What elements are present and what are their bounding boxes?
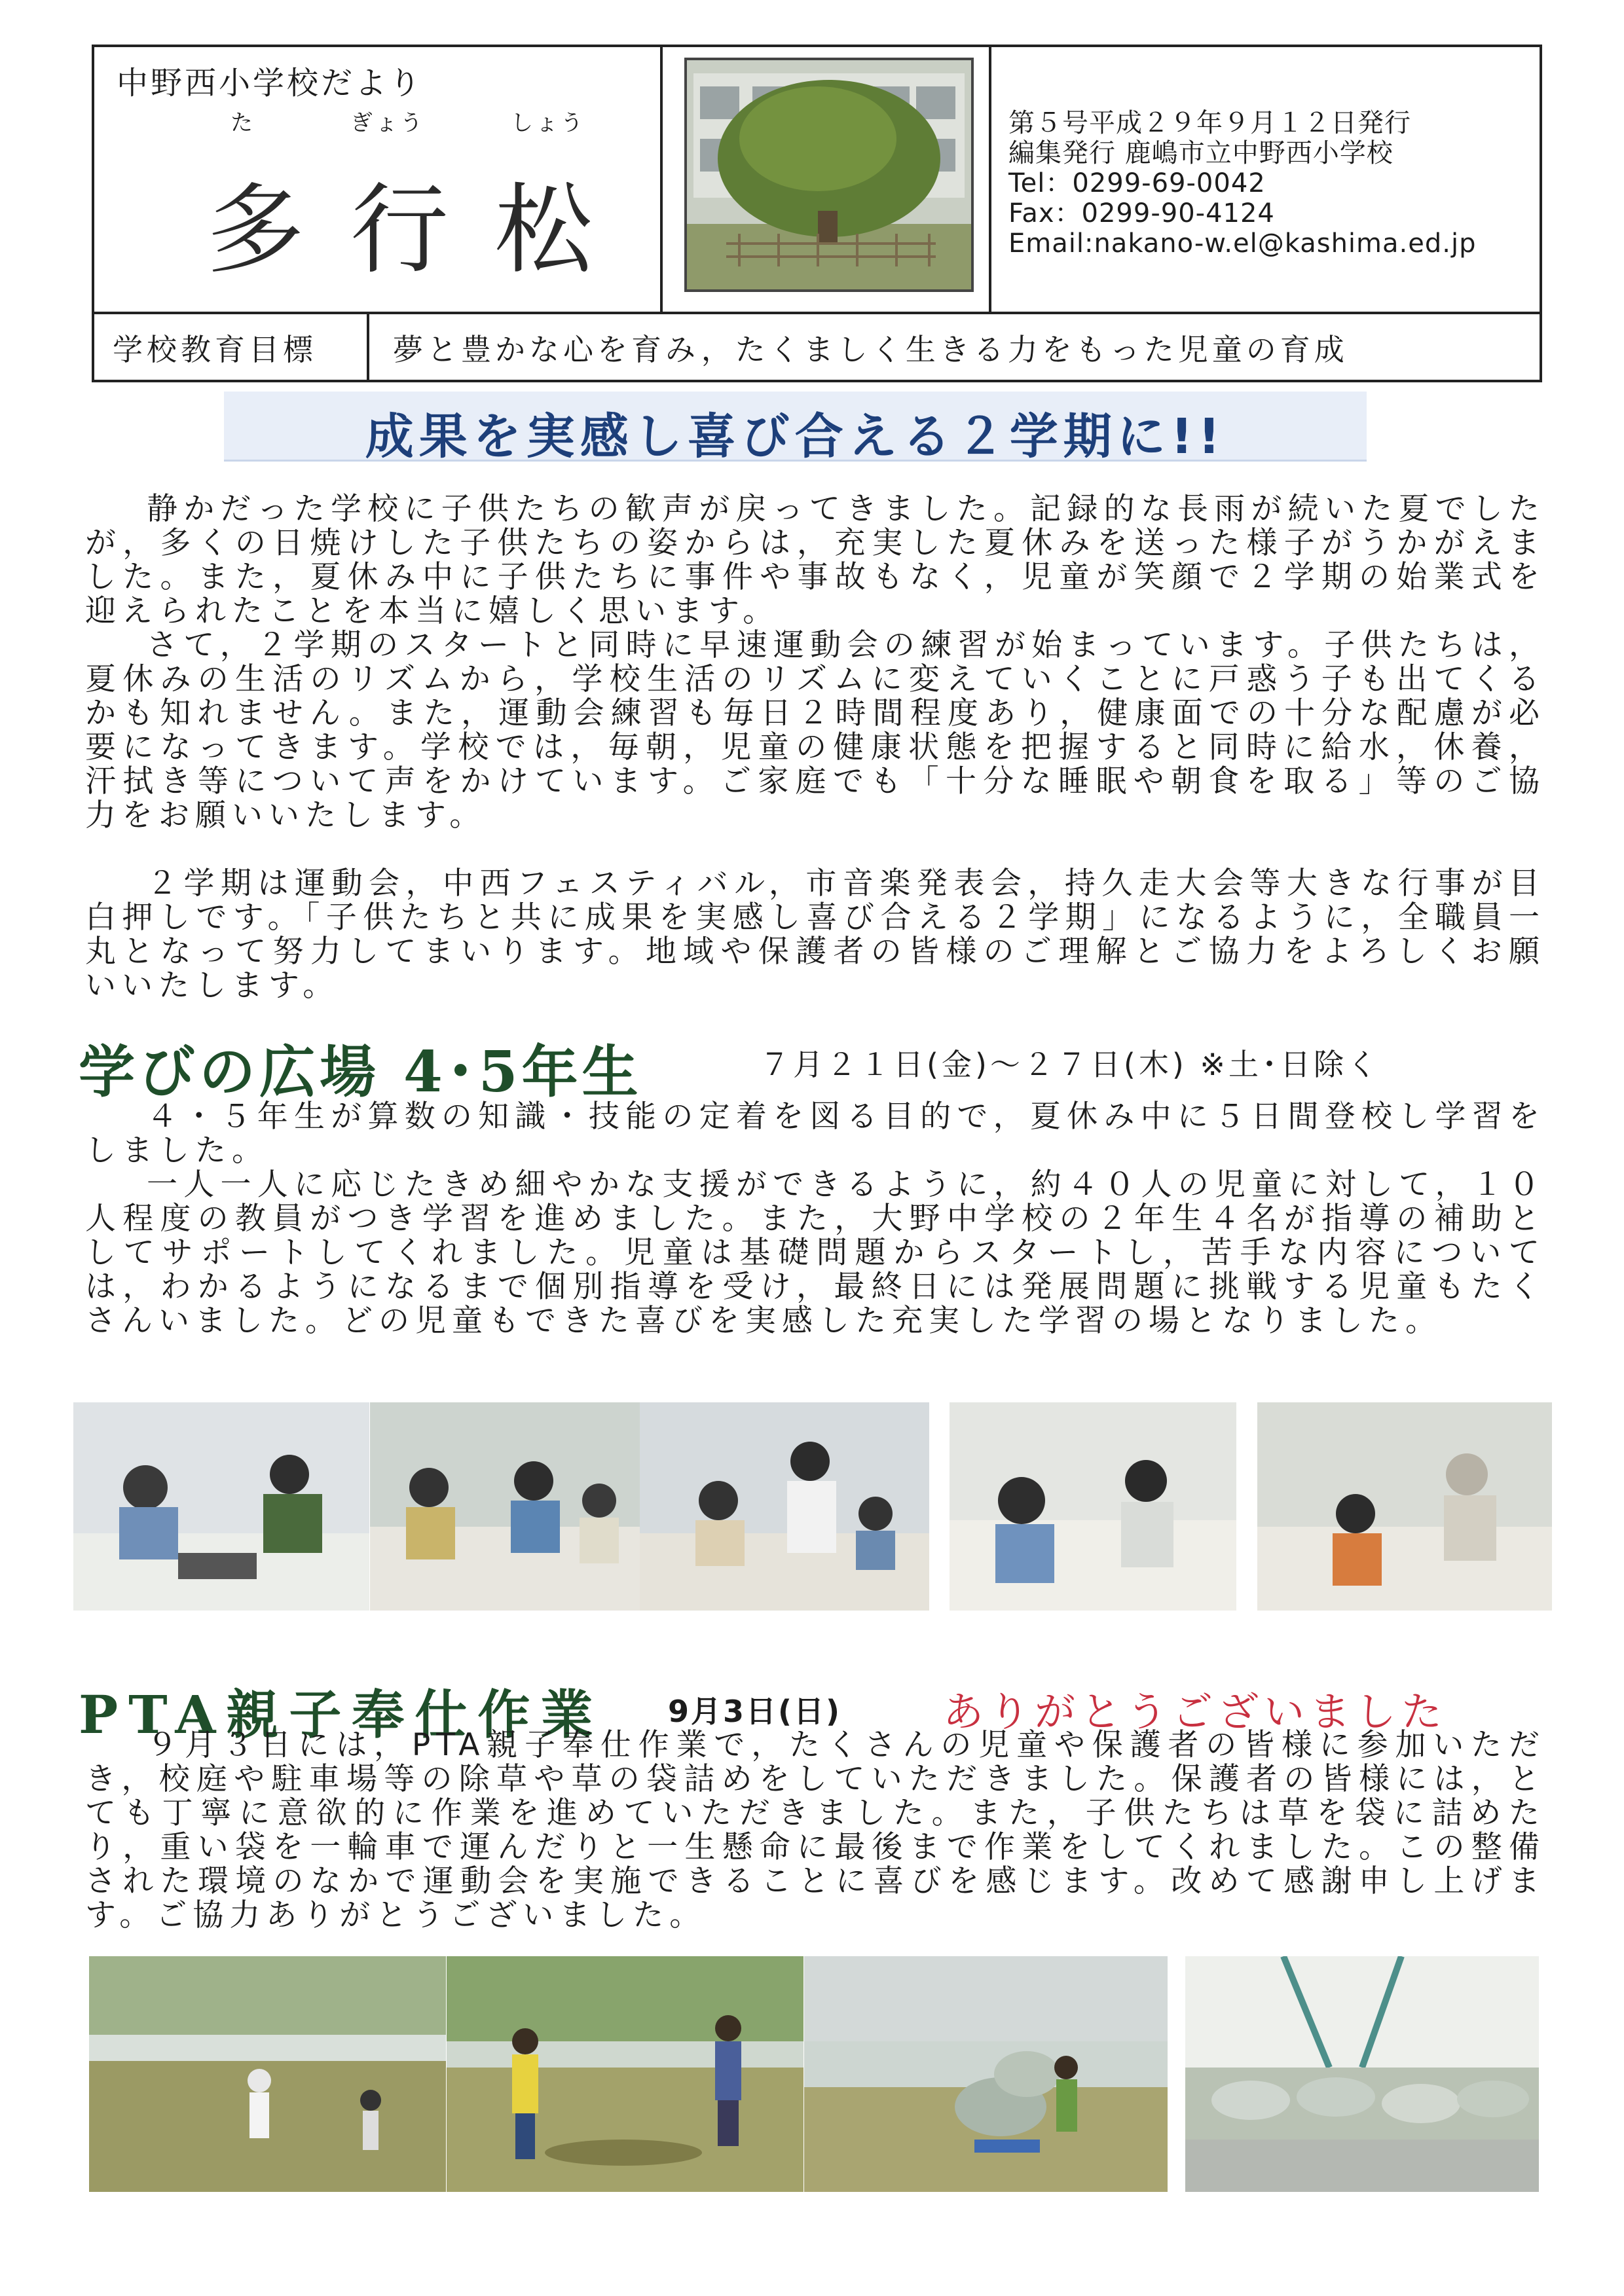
section2-title: PTA親子奉仕作業 — [79, 1684, 604, 1745]
grass-bags-photo — [1185, 1956, 1539, 2192]
furigana-shou: しょう — [511, 110, 585, 136]
newsletter-title: 多行松 — [206, 173, 639, 287]
section2-date: 9月3日(日) — [668, 1694, 842, 1729]
goal-text: 夢と豊かな心を育み，たくましく生きる力をもった児童の育成 — [393, 332, 1348, 367]
main-paragraph-2: さて，２学期のスタートと同時に早速運動会の練習が始まっています。子供たちは，夏休みの生活のリズムから，学校生活のリズムに変えていくことに戸惑う子も出てくるかも知れません。また，運動会練習も毎日２時間程度あり，健康面での十分な配慮が必要になってきます。学校では，毎朝，児童の健康状態を把握すると同時に給水，休養，汗拭き等について声をかけています。ご家庭でも「十分な睡眠や朝食を取る」等のご協力をお願いいたします。 — [85, 627, 1545, 833]
section1-paragraph-1: ４・５年生が算数の知識・技能の定着を図る目的で，夏休み中に５日間登校し学習をしました。 — [85, 1099, 1545, 1169]
section2-paragraph: ９月３日には，PTA親子奉仕作業で，たくさんの児童や保護者の皆様に参加いただき，校庭や駐車場等の除草や草の袋詰めをしていただきました。保護者の皆様には，とても丁寧に意欲的に作業を進めていただきました。また，子供たちは草を袋に詰めたり，重い袋を一輪車で運んだりと一生懸命に最後まで作業をしてくれました。この整備された環境のなかで運動会を実施できることに喜びを感じます。改めて感謝申し上げます。ご協力ありがとうございました。 — [85, 1727, 1545, 1933]
classroom-photo-2 — [370, 1402, 640, 1611]
header-divider-2 — [989, 45, 991, 314]
header-divider-1 — [660, 45, 663, 314]
classroom-photo-5 — [1257, 1402, 1552, 1611]
issue-info — [1008, 108, 1476, 259]
thanks-heading: ありがとうございました — [943, 1688, 1448, 1736]
issue-number: 第５号平成２９年９月１２日発行 — [1008, 108, 1411, 138]
header-goal-line — [92, 312, 1542, 314]
publisher: 編集発行 鹿嶋市立中野西小学校 — [1008, 138, 1393, 168]
pine-tree-photo — [684, 58, 974, 292]
classroom-photo-3 — [640, 1402, 929, 1611]
main-paragraph-3: ２学期は運動会，中西フェスティバル，市音楽発表会，持久走大会等大きな行事が目白押しです。「子供たちと共に成果を実感し喜び合える２学期」になるように，全職員一丸となって努力してまいります。地域や保護者の皆様のご理解とご協力をよろしくお願いいたします。 — [85, 866, 1545, 1004]
email: Email:nakano-w.el@kashima.ed.jp — [1008, 228, 1477, 259]
weeding-photo-2 — [447, 1956, 803, 2192]
goal-divider — [367, 312, 369, 382]
section1-paragraph-2: 一人一人に応じたきめ細やかな支援ができるように，約４０人の児童に対して，１０人程度の教員がつき学習を進めました。また，大野中学校の２年生４名が指導の補助としてサポートしてくれました。児童は基礎問題からスタートし，苦手な内容については，わかるようになるまで個別指導を受け，最終日には発展問題に挑戦する児童もたくさんいました。どの児童もできた喜びを実感した充実した学習の場となりました。 — [85, 1167, 1545, 1339]
goal-label: 学校教育目標 — [113, 332, 317, 367]
furigana-ta: た — [231, 110, 255, 136]
section1-title: 学びの広場 4･5年生 — [79, 1039, 642, 1105]
section1-date: ７月２１日(金)～２７日(木) ※土･日除く — [760, 1047, 1380, 1082]
classroom-photo-4 — [950, 1402, 1236, 1611]
main-headline: 成果を実感し喜び合える２学期に!! — [365, 409, 1226, 465]
school-name: 中野西小学校だより — [117, 65, 424, 101]
weeding-photo-1 — [89, 1956, 446, 2192]
main-paragraph-1: 静かだった学校に子供たちの歓声が戻ってきました。記録的な長雨が続いた夏でしたが，多くの日焼けした子供たちの姿からは，充実した夏休みを送った様子がうかがえました。また，夏休み中に子供たちに事件や事故もなく，児童が笑顔で２学期の始業式を迎えられたことを本当に嬉しく思います。 — [85, 491, 1545, 629]
classroom-photo-1 — [73, 1402, 369, 1611]
fax: Fax：0299-90-4124 — [1008, 198, 1275, 228]
tel: Tel：0299-69-0042 — [1008, 168, 1266, 198]
furigana-gyou: ぎょう — [350, 110, 425, 136]
weeding-photo-3 — [804, 1956, 1168, 2192]
